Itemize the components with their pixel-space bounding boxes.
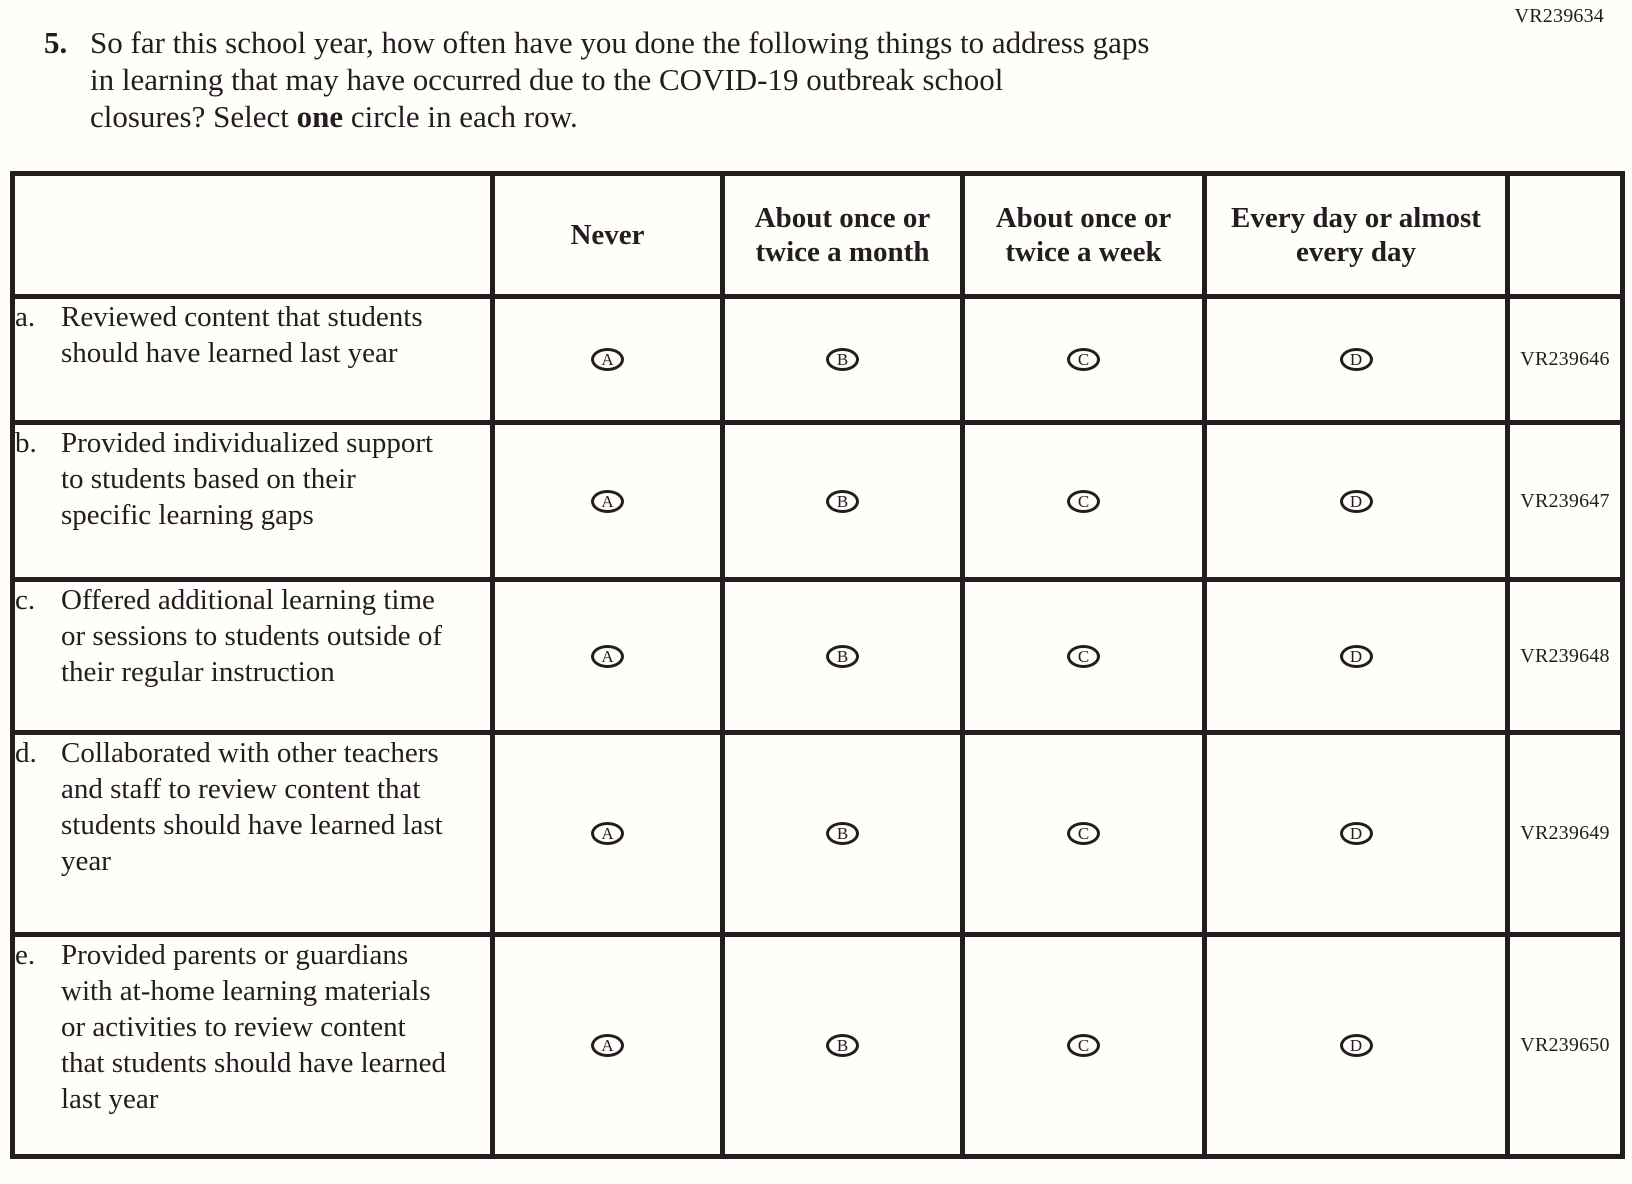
row-d-never-cell <box>493 733 723 935</box>
row-c-letter: c. <box>15 584 36 616</box>
bubble-row-a-week[interactable]: C <box>1067 348 1100 371</box>
row-b-code: VR239647 <box>1508 423 1623 580</box>
row-a-label-cell <box>13 297 493 423</box>
question-text <box>90 24 1149 135</box>
row-a-everyday-cell <box>1205 297 1508 423</box>
row-c-everyday-cell <box>1205 580 1508 733</box>
bubble-row-d-month[interactable]: B <box>826 822 859 845</box>
bubble-row-a-everyday[interactable]: D <box>1340 348 1373 371</box>
row-e-label-cell <box>13 935 493 1157</box>
row-c-code: VR239648 <box>1508 580 1623 733</box>
row-e-everyday-cell <box>1205 935 1508 1157</box>
table-row-c <box>13 580 1623 733</box>
row-e-month-cell <box>723 935 963 1157</box>
row-b-never-cell <box>493 423 723 580</box>
row-d-code: VR239649 <box>1508 733 1623 935</box>
row-a-week-cell <box>963 297 1205 423</box>
row-c-label-cell <box>13 580 493 733</box>
bubble-row-c-month[interactable]: B <box>826 645 859 668</box>
form-code: VR239634 <box>1514 5 1604 27</box>
bubble-row-c-never[interactable]: A <box>591 645 624 668</box>
row-a-label: Reviewed content that students should have learned last year <box>61 301 423 369</box>
row-d-everyday-cell <box>1205 733 1508 935</box>
response-matrix-table <box>10 171 1625 1159</box>
bubble-row-e-week[interactable]: C <box>1067 1034 1100 1057</box>
bubble-row-b-month[interactable]: B <box>826 490 859 513</box>
row-d-week-cell <box>963 733 1205 935</box>
bubble-row-b-everyday[interactable]: D <box>1340 490 1373 513</box>
question-line-3-after: circle in each row. <box>343 99 578 134</box>
bubble-row-d-everyday[interactable]: D <box>1340 822 1373 845</box>
row-e-code: VR239650 <box>1508 935 1623 1157</box>
header-every-day: Every day or almost every day <box>1205 174 1508 297</box>
row-e-never-cell <box>493 935 723 1157</box>
bubble-row-a-month[interactable]: B <box>826 348 859 371</box>
row-c-month-cell <box>723 580 963 733</box>
row-d-label: Collaborated with other teachers and staff to review content that students should have learned last year <box>61 737 443 877</box>
row-c-week-cell <box>963 580 1205 733</box>
bubble-row-b-never[interactable]: A <box>591 490 624 513</box>
row-e-label: Provided parents or guardians with at-home learning materials or activities to review content that students should have learned last year <box>61 939 446 1115</box>
question-number: 5. <box>44 25 68 60</box>
table-row-b <box>13 423 1623 580</box>
question-line-3-before: closures? Select <box>90 99 297 134</box>
bubble-row-b-week[interactable]: C <box>1067 490 1100 513</box>
row-b-letter: b. <box>15 427 37 459</box>
bubble-row-d-week[interactable]: C <box>1067 822 1100 845</box>
question-line-2: in learning that may have occurred due to the COVID-19 outbreak school <box>90 62 1004 97</box>
question-block <box>0 0 1632 135</box>
question-line-1: So far this school year, how often have you done the following things to address gaps <box>90 25 1150 60</box>
header-never: Never <box>493 174 723 297</box>
bubble-row-a-never[interactable]: A <box>591 348 624 371</box>
row-c-label: Offered additional learning time or sessions to students outside of their regular instruction <box>61 584 443 688</box>
row-b-everyday-cell <box>1205 423 1508 580</box>
row-a-never-cell <box>493 297 723 423</box>
bubble-row-d-never[interactable]: A <box>591 822 624 845</box>
bubble-row-e-never[interactable]: A <box>591 1034 624 1057</box>
header-code-column-empty <box>1508 174 1623 297</box>
bubble-row-e-everyday[interactable]: D <box>1340 1034 1373 1057</box>
header-once-twice-week: About once or twice a week <box>963 174 1205 297</box>
row-b-label: Provided individualized support to students based on their specific learning gaps <box>61 427 434 531</box>
row-e-letter: e. <box>15 939 36 971</box>
bubble-row-e-month[interactable]: B <box>826 1034 859 1057</box>
question-line-3-bold: one <box>296 99 344 134</box>
header-once-twice-month: About once or twice a month <box>723 174 963 297</box>
table-row-e <box>13 935 1623 1157</box>
row-b-label-cell <box>13 423 493 580</box>
row-e-week-cell <box>963 935 1205 1157</box>
table-row-d <box>13 733 1623 935</box>
row-a-code: VR239646 <box>1508 297 1623 423</box>
row-a-month-cell <box>723 297 963 423</box>
header-row <box>13 174 1623 297</box>
row-b-week-cell <box>963 423 1205 580</box>
bubble-row-c-everyday[interactable]: D <box>1340 645 1373 668</box>
row-c-never-cell <box>493 580 723 733</box>
row-a-letter: a. <box>15 301 36 333</box>
row-d-label-cell <box>13 733 493 935</box>
row-d-month-cell <box>723 733 963 935</box>
header-item-column-empty <box>13 174 493 297</box>
bubble-row-c-week[interactable]: C <box>1067 645 1100 668</box>
table-row-a <box>13 297 1623 423</box>
row-d-letter: d. <box>15 737 37 769</box>
row-b-month-cell <box>723 423 963 580</box>
